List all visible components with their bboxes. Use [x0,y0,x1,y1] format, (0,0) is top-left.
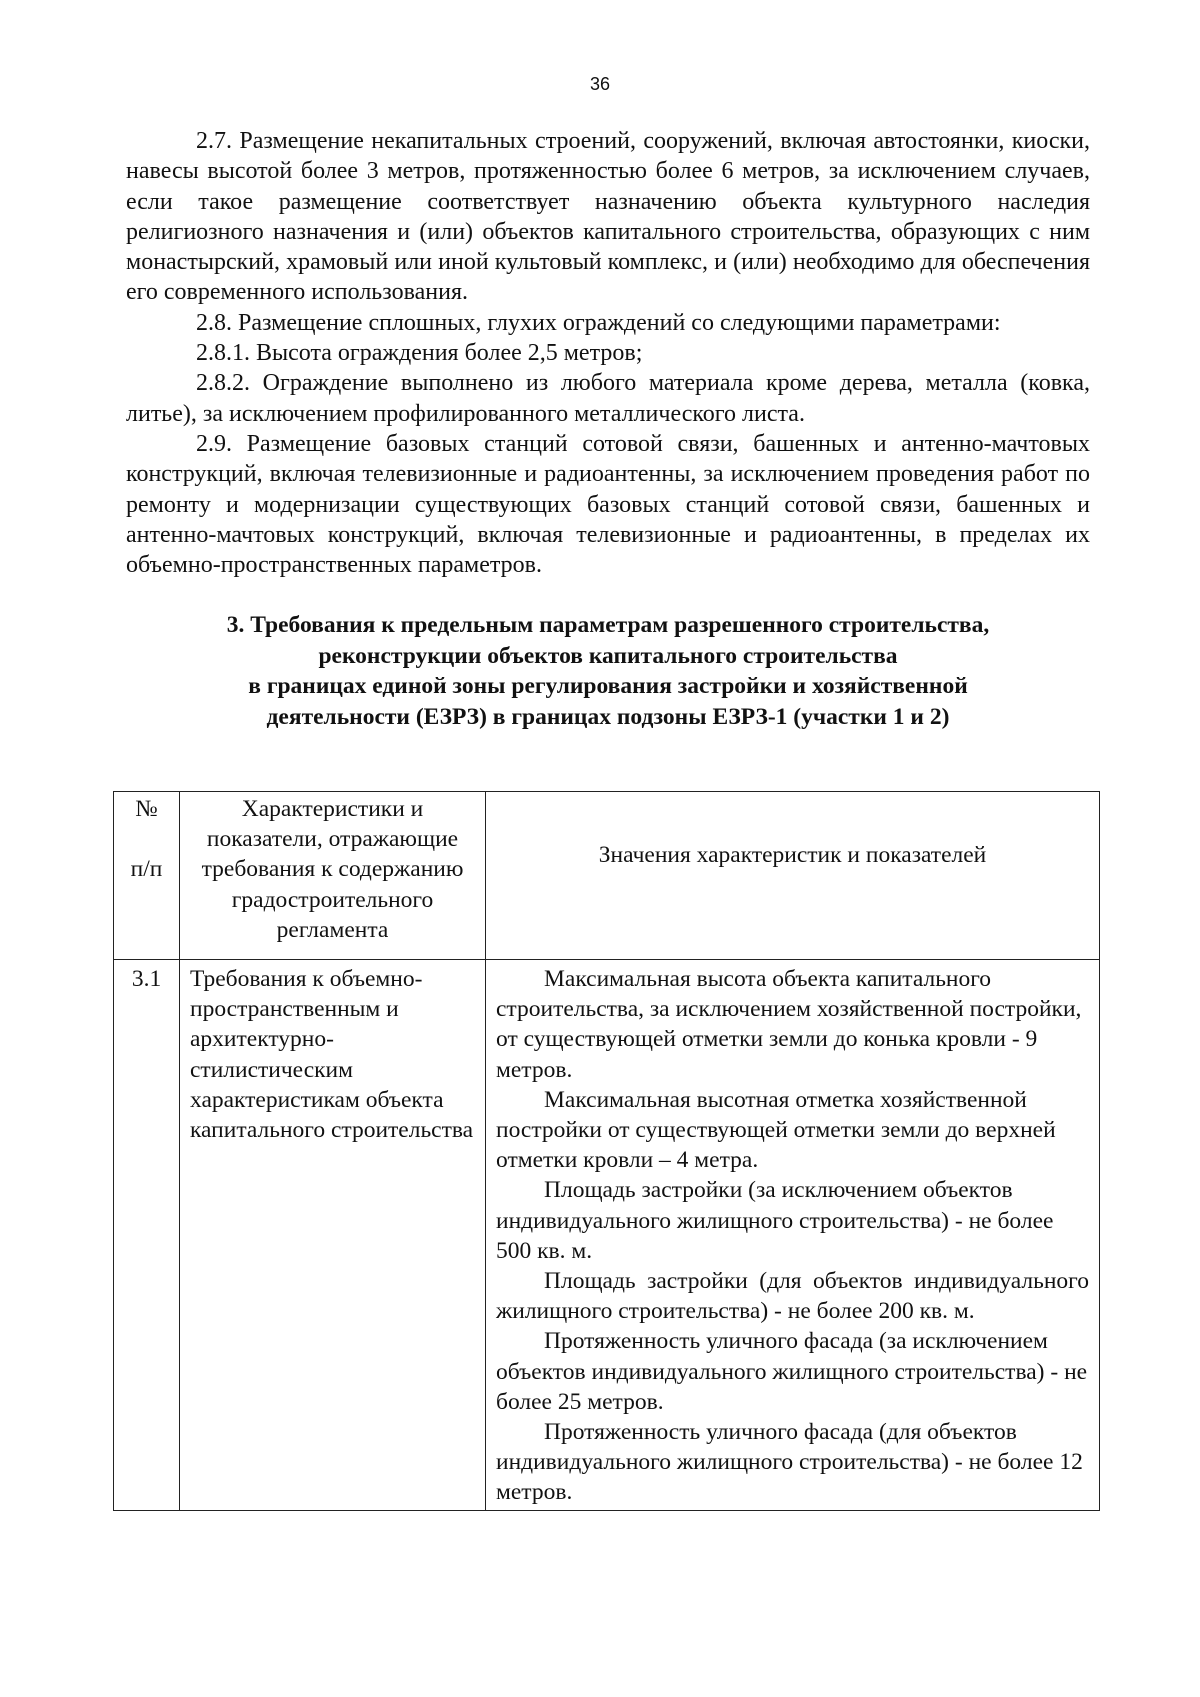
row-values-cell [486,960,1100,1511]
section-heading-line: деятельности (ЕЗРЗ) в границах подзоны ЕЗРЗ-1 (участки 1 и 2) [266,703,950,730]
requirements-table [113,791,1100,1511]
page-number: 36 [589,74,611,94]
header-values-cell: Значения характеристик и показателей [486,792,1100,960]
value-paragraph: Протяженность уличного фасада (за исключением объектов индивидуального жилищного строительства) - не более 25 метров. [496,1328,1088,1415]
body-text [126,126,1090,580]
section-heading [126,610,1090,732]
header-number-cell [114,792,180,960]
header-number-symbol: № [135,796,158,822]
section-heading-line: в границах единой зоны регулирования застройки и хозяйственной [248,673,968,699]
row-number-cell: 3.1 [114,960,180,1511]
section-heading-line: реконструкции объектов капитального строительства [318,642,898,669]
table-row [114,960,1100,1511]
paragraph-2-8-1: 2.8.1. Высота ограждения более 2,5 метров; [196,340,643,367]
header-characteristics-cell: Характеристики и показатели, отражающие требования к содержанию градостроительного регламента [180,792,486,960]
value-paragraph: Максимальная высотная отметка хозяйственной постройки от существующей отметки земли до верхней отметки кровли – 4 метра. [496,1086,1056,1174]
header-number-label: п/п [130,856,163,883]
paragraph-2-9: 2.9. Размещение базовых станций сотовой связи, башенных и антенно-мачтовых конструкций, включая телевизионные и радиоантенны, за исключением проведения работ по ремонту и модернизации существующих базовых станций сотовой связи, башенных и антенно-мачтовых конструкций, включая телевизионные и радиоантенны, в пределах их объемно-пространственных параметров. [126,430,1090,579]
value-paragraph: Площадь застройки (для объектов индивидуального жилищного строительства) - не более 200 кв. м. [496,1268,1089,1325]
paragraph-2-7: 2.7. Размещение некапитальных строений, сооружений, включая автостоянки, киоски, навесы высотой более 3 метров, протяженностью более 6 метров, за исключением случаев, если такое размещение соответствует назначению объекта культурного наследия религиозного назначения и (или) объектов капитального строительства, образующих с ним монастырский, храмовый или иной культовый комплекс, и (или) необходимо для обеспечения его современного использования. [126,128,1090,306]
paragraph-2-8: 2.8. Размещение сплошных, глухих ограждений со следующими параметрами: [196,309,1001,336]
row-characteristic-cell: Требования к объемно-пространственным и архитектурно-стилистическим характеристикам объекта капитального строительства [180,960,486,1511]
value-paragraph: Протяженность уличного фасада (для объектов индивидуального жилищного строительства) - не более 12 метров. [496,1419,1083,1506]
value-paragraph: Максимальная высота объекта капитального строительства, за исключением хозяйственной постройки, от существующей отметки земли до конька кровли - 9 метров. [496,966,1082,1083]
value-paragraph: Площадь застройки (за исключением объектов индивидуального жилищного строительства) - не более 500 кв. м. [496,1177,1054,1264]
section-heading-line: 3. Требования к предельным параметрам разрешенного строительства, [226,612,990,638]
paragraph-2-8-2: 2.8.2. Ограждение выполнено из любого материала кроме дерева, металла (ковка, литье), за исключением профилированного металлического листа. [126,370,1090,427]
table-header-row [114,792,1100,960]
